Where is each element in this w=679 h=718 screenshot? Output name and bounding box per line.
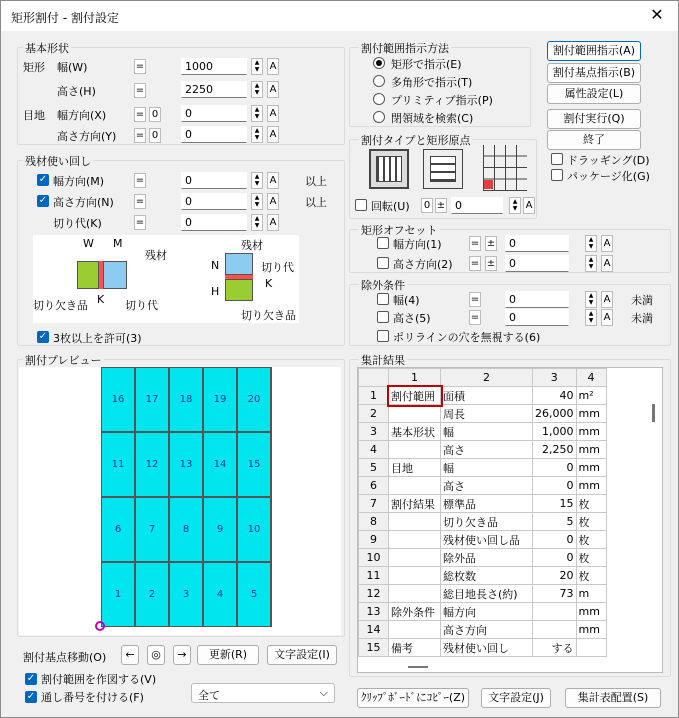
diagram-kirikaki-1: 切り欠き品 [33, 299, 88, 312]
tile-grid [101, 367, 271, 627]
table-cell[interactable] [389, 585, 441, 603]
cut-input[interactable]: 0 [181, 214, 247, 231]
exclude-h-a-button[interactable]: A [601, 309, 613, 326]
row-header[interactable]: 10 [359, 549, 389, 567]
row-header[interactable]: 2 [359, 405, 389, 423]
diagram-kiridai-2: 切り代 [261, 261, 294, 274]
table-cell[interactable]: 40 [533, 387, 577, 405]
col-header-4: 4 [576, 369, 606, 387]
table-cell[interactable]: 26,000 [533, 405, 577, 423]
width-label: 幅(W) [57, 61, 88, 74]
tile-cell: 8 [169, 497, 203, 562]
diagram-w: W [83, 237, 94, 250]
row-header[interactable]: 8 [359, 513, 389, 531]
table-cell[interactable]: 0 [533, 531, 577, 549]
joint-w-eq[interactable]: = [135, 109, 145, 120]
exclude-w-input[interactable]: 0 [505, 291, 569, 308]
table-cell[interactable] [389, 405, 441, 423]
tile-cell: 7 [135, 497, 169, 562]
exclude-h-input[interactable]: 0 [505, 309, 569, 326]
remnant-h-input[interactable]: 0 [181, 193, 247, 210]
offset-h-eq[interactable]: = [470, 258, 480, 269]
exclude-h-eq[interactable]: = [470, 312, 480, 323]
offset-h-a-button[interactable]: A [601, 255, 613, 272]
horizontal-scrollbar[interactable] [408, 666, 428, 668]
tile-cell: 10 [237, 497, 271, 562]
row-header[interactable]: 4 [359, 441, 389, 459]
joint-h-label: 高さ方向(Y) [57, 130, 117, 143]
range-opt-primitive: プリミティブ指示(P) [391, 94, 493, 107]
joint-w-spinner[interactable]: ▲ ▼ [251, 105, 263, 122]
width-a-button[interactable]: A [267, 58, 279, 75]
offset-h-checkbox[interactable] [377, 257, 389, 269]
exclude-label: 除外条件 [361, 279, 405, 292]
tile-cell: 2 [135, 562, 169, 627]
tile-cell: 16 [101, 367, 135, 432]
row-header[interactable]: 7 [359, 495, 389, 513]
table-cell[interactable] [389, 621, 441, 639]
table-cell[interactable]: mm [576, 423, 606, 441]
tile-cell: 9 [203, 497, 237, 562]
table-cell[interactable]: 面積 [441, 387, 533, 405]
numbering-select-value: 全て [198, 689, 220, 702]
height-a-button[interactable]: A [267, 81, 279, 98]
offset-w-a-button[interactable]: A [601, 235, 613, 252]
table-cell[interactable] [389, 513, 441, 531]
table-cell[interactable]: 幅 [441, 423, 533, 441]
table-cell[interactable]: 高さ [441, 477, 533, 495]
table-cell[interactable]: mm [576, 441, 606, 459]
attribute-button[interactable]: 属性設定(L) [547, 84, 641, 104]
row-header[interactable]: 9 [359, 531, 389, 549]
range-label: 割付範囲指示方法 [361, 42, 449, 55]
place-summary-button[interactable]: 集計表配置(S) [565, 688, 661, 708]
table-cell[interactable] [389, 477, 441, 495]
table-cell[interactable]: m [576, 585, 606, 603]
diagram-k-2: K [265, 277, 273, 290]
tile-cell: 5 [237, 562, 271, 627]
joint-h-eq[interactable]: = [135, 130, 145, 141]
width-input[interactable]: 1000 [181, 58, 247, 75]
row-header[interactable]: 13 [359, 603, 389, 621]
preview-font-button[interactable]: 文字設定(I) [267, 645, 337, 665]
row-header[interactable]: 14 [359, 621, 389, 639]
tile-cell: 1 [101, 562, 135, 627]
table-cell[interactable]: mm [576, 459, 606, 477]
exclude-h-spinner[interactable]: ▲ ▼ [585, 309, 597, 326]
range-indicate-button[interactable]: 割付範囲指示(A) [547, 41, 641, 61]
summary-table [358, 368, 607, 657]
table-cell[interactable] [533, 603, 577, 621]
execute-button[interactable]: 割付実行(Q) [547, 109, 641, 129]
width-eq[interactable]: = [135, 61, 145, 72]
table-cell[interactable]: 0 [533, 459, 577, 477]
table-row [359, 603, 607, 621]
remnant-h-a-button[interactable]: A [267, 193, 279, 210]
offset-w-checkbox[interactable] [377, 237, 389, 249]
tile-cell: 18 [169, 367, 203, 432]
table-cell[interactable]: mm [576, 477, 606, 495]
table-cell[interactable]: 目地 [389, 459, 441, 477]
diagram-h: H [211, 285, 220, 298]
exclude-w-under: 未満 [631, 294, 653, 307]
numbering-select[interactable] [191, 683, 335, 703]
package-label: パッケージ化(G) [567, 170, 650, 183]
table-cell[interactable]: 除外条件 [389, 603, 441, 621]
offset-h-label: 高さ方向(2) [393, 258, 453, 271]
tile-cell: 13 [169, 432, 203, 497]
table-cell[interactable]: 高さ方向 [441, 621, 533, 639]
cut-label: 切り代(K) [53, 217, 102, 230]
table-row [359, 549, 607, 567]
rotate-spinner[interactable]: ▲ ▼ [509, 197, 521, 214]
table-row [359, 513, 607, 531]
table-row [359, 423, 607, 441]
remnant-h-eq[interactable]: = [135, 196, 145, 207]
table-row [359, 567, 607, 585]
diagram-kirikaki-2: 切り欠き品 [241, 309, 296, 322]
joint-h-input[interactable]: 0 [181, 126, 247, 143]
height-label: 高さ(H) [57, 85, 96, 98]
close-icon[interactable]: ✕ [650, 5, 664, 24]
table-row [359, 531, 607, 549]
package-checkbox[interactable] [551, 169, 563, 181]
tile-cell: 6 [101, 497, 135, 562]
summary-font-button[interactable]: 文字設定(J) [481, 688, 551, 708]
table-cell[interactable]: 20 [533, 567, 577, 585]
table-cell[interactable]: 幅 [441, 459, 533, 477]
table-cell[interactable]: m² [576, 387, 606, 405]
table-cell[interactable]: 2,250 [533, 441, 577, 459]
table-cell[interactable]: mm [576, 603, 606, 621]
remnant-h-spinner[interactable]: ▲ ▼ [251, 193, 263, 210]
offset-h-input[interactable]: 0 [505, 255, 569, 272]
basic-shape-label: 基本形状 [25, 42, 69, 55]
row-header[interactable]: 3 [359, 423, 389, 441]
vertical-scrollbar[interactable] [652, 404, 655, 422]
range-opt-closed: 閉領域を検索(C) [391, 112, 474, 125]
table-cell[interactable]: mm [576, 405, 606, 423]
joint-label: 目地 [23, 109, 45, 122]
width-spinner[interactable]: ▲ ▼ [251, 58, 263, 75]
table-cell[interactable]: 0 [533, 549, 577, 567]
table-row [359, 621, 607, 639]
table-row [359, 459, 607, 477]
table-cell[interactable]: 基本形状 [389, 423, 441, 441]
remnant-w-above: 以上 [305, 175, 327, 188]
tile-cell: 14 [203, 432, 237, 497]
table-cell[interactable] [533, 621, 577, 639]
diagram-n: N [211, 259, 220, 272]
remnant-h-above: 以上 [305, 196, 327, 209]
remnant-w-input[interactable]: 0 [181, 172, 247, 189]
table-cell[interactable]: 標準品 [441, 495, 533, 513]
move-label: 割付基点移動(O) [23, 651, 107, 664]
table-cell[interactable]: 73 [533, 585, 577, 603]
table-cell[interactable]: 幅方向 [441, 603, 533, 621]
table-cell[interactable]: 除外品 [441, 549, 533, 567]
offset-w-label: 幅方向(1) [393, 238, 442, 251]
draw-range-checkbox[interactable]: ✓ [26, 673, 36, 684]
poly-hole-checkbox[interactable] [377, 330, 389, 342]
offset-label: 矩形オフセット [361, 224, 438, 237]
preview-canvas [19, 367, 341, 635]
exclude-w-eq[interactable]: = [470, 294, 480, 305]
table-row [359, 387, 607, 405]
joint-w-zero[interactable]: 0 [149, 107, 161, 122]
table-cell[interactable]: 割付範囲 [389, 387, 441, 405]
rotate-pm[interactable]: ± [436, 200, 446, 211]
tile-cell: 20 [237, 367, 271, 432]
table-cell[interactable]: 高さ [441, 441, 533, 459]
row-header[interactable]: 1 [359, 387, 389, 405]
window-title: 矩形割付 - 割付設定 [11, 11, 119, 25]
remnant-w-eq[interactable]: = [135, 175, 145, 186]
exclude-w-checkbox[interactable] [377, 293, 389, 305]
chevron-down-icon: ⌵ [319, 686, 328, 699]
cut-spinner[interactable]: ▲ ▼ [251, 214, 263, 231]
origin-selected-icon[interactable] [484, 180, 493, 189]
joint-h-spinner[interactable]: ▲ ▼ [251, 126, 263, 143]
offset-w-input[interactable]: 0 [505, 235, 569, 252]
remnant-h-label: 高さ方向(N) [53, 196, 114, 209]
exclude-w-a-button[interactable]: A [601, 291, 613, 308]
draw-range-label: 割付範囲を作図する(V) [41, 673, 157, 686]
remnant-h-checkbox[interactable]: ✓ [38, 195, 48, 206]
offset-w-eq[interactable]: = [470, 238, 480, 249]
title-bar [1, 1, 678, 31]
table-cell[interactable]: 枚 [576, 495, 606, 513]
height-spinner[interactable]: ▲ ▼ [251, 81, 263, 98]
offset-w-pm[interactable]: ± [486, 238, 496, 249]
row-header[interactable]: 12 [359, 585, 389, 603]
diagram-k-1: K [97, 293, 105, 306]
joint-w-label: 幅方向(X) [57, 109, 107, 122]
exclude-h-label: 高さ(5) [393, 312, 431, 325]
table-cell[interactable]: 備考 [389, 639, 441, 657]
remnant-w-label: 幅方向(M) [53, 175, 105, 188]
table-cell[interactable]: 15 [533, 495, 577, 513]
table-cell[interactable]: 5 [533, 513, 577, 531]
tile-cell: 3 [169, 562, 203, 627]
row-header[interactable]: 11 [359, 567, 389, 585]
row-header[interactable]: 6 [359, 477, 389, 495]
rotate-label: 回転(U) [371, 200, 410, 213]
range-radio-polygon[interactable] [373, 75, 385, 87]
base-point-button[interactable]: 割付基点指示(B) [547, 63, 641, 83]
cut-a-button[interactable]: A [267, 214, 279, 231]
table-row [359, 405, 607, 423]
col-header-1: 1 [389, 369, 441, 387]
diagram-zanzai-1: 残材 [145, 249, 167, 262]
grid-type-icon[interactable] [369, 149, 409, 189]
diagram-m: M [113, 237, 123, 250]
brick-type-icon[interactable] [423, 149, 463, 189]
offset-h-spinner[interactable]: ▲ ▼ [585, 255, 597, 272]
tile-cell: 15 [237, 432, 271, 497]
range-radio-closed[interactable] [373, 111, 385, 123]
joint-w-a-button[interactable]: A [267, 105, 279, 122]
table-cell[interactable]: 残材使い回し [441, 639, 533, 657]
height-input[interactable]: 2250 [181, 81, 247, 98]
table-cell[interactable]: 枚 [576, 513, 606, 531]
tile-cell: 4 [203, 562, 237, 627]
numbering-checkbox[interactable]: ✓ [26, 691, 36, 702]
table-row [359, 585, 607, 603]
poly-hole-label: ポリラインの穴を無視する(6) [393, 331, 541, 344]
rotate-checkbox[interactable] [355, 199, 367, 211]
numbering-label: 通し番号を付ける(F) [41, 691, 144, 704]
rect-label: 矩形 [23, 61, 45, 74]
table-cell[interactable]: 枚 [576, 567, 606, 585]
table-cell[interactable]: 総枚数 [441, 567, 533, 585]
range-opt-rect: 矩形で指示(E) [391, 58, 462, 71]
range-opt-polygon: 多角形で指示(T) [391, 76, 473, 89]
remnant-w-checkbox[interactable]: ✓ [38, 174, 48, 185]
table-cell[interactable]: 総目地長さ(約) [441, 585, 533, 603]
table-cell[interactable]: 1,000 [533, 423, 577, 441]
summary-label: 集計結果 [361, 354, 405, 367]
diagram-zanzai-2: 残材 [241, 239, 263, 252]
rotate-input[interactable]: 0 [451, 197, 503, 214]
move-left-button[interactable]: ← [121, 645, 139, 665]
table-cell[interactable] [389, 531, 441, 549]
table-cell[interactable]: 切り欠き品 [441, 513, 533, 531]
rotate-a-button[interactable]: A [523, 197, 535, 214]
table-cell[interactable]: mm [576, 621, 606, 639]
tile-cell: 12 [135, 432, 169, 497]
allow3-checkbox[interactable]: ✓ [38, 331, 48, 342]
tile-cell: 19 [203, 367, 237, 432]
dragging-checkbox[interactable] [551, 153, 563, 165]
preview-label: 割付プレビュー [25, 354, 102, 367]
table-cell[interactable]: 残材使い回し品 [441, 531, 533, 549]
remnant-label: 残材使い回し [25, 155, 91, 168]
move-right-button[interactable]: → [173, 645, 191, 665]
range-radio-rect[interactable] [373, 57, 385, 69]
table-cell[interactable]: 周長 [441, 405, 533, 423]
table-cell[interactable]: 枚 [576, 531, 606, 549]
table-row [359, 441, 607, 459]
exclude-w-spinner[interactable]: ▲ ▼ [585, 291, 597, 308]
range-radio-primitive[interactable] [373, 93, 385, 105]
table-row [359, 495, 607, 513]
table-cell[interactable]: する [533, 639, 577, 657]
tile-cell: 11 [101, 432, 135, 497]
move-center-button[interactable]: ◎ [147, 645, 165, 665]
summary-table-container [357, 367, 663, 673]
remnant-w-spinner[interactable]: ▲ ▼ [251, 172, 263, 189]
allow3-label: 3枚以上を許可(3) [53, 332, 142, 345]
col-header-2: 2 [441, 369, 533, 387]
type-origin-label: 割付タイプと矩形原点 [361, 134, 471, 147]
offset-w-spinner[interactable]: ▲ ▼ [585, 235, 597, 252]
table-cell[interactable] [389, 441, 441, 459]
update-button[interactable]: 更新(R) [197, 645, 259, 665]
exit-button[interactable]: 終了 [547, 130, 641, 150]
clipboard-button[interactable]: ｸﾘｯﾌﾟﾎﾞｰﾄﾞにｺﾋﾟｰ(Z) [357, 688, 469, 708]
offset-h-pm[interactable]: ± [486, 258, 496, 269]
exclude-h-under: 未満 [631, 312, 653, 325]
cut-eq[interactable]: = [135, 217, 145, 228]
height-eq[interactable]: = [135, 85, 145, 96]
origin-selector[interactable] [483, 145, 527, 191]
dragging-label: ドラッギング(D) [567, 154, 650, 167]
remnant-w-a-button[interactable]: A [267, 172, 279, 189]
table-cell[interactable] [389, 549, 441, 567]
table-cell[interactable] [389, 567, 441, 585]
table-cell[interactable]: 割付結果 [389, 495, 441, 513]
table-cell[interactable]: 0 [533, 477, 577, 495]
exclude-h-checkbox[interactable] [377, 311, 389, 323]
diagram-kiridai-1: 切り代 [125, 299, 158, 312]
col-header-3: 3 [533, 369, 577, 387]
table-cell[interactable]: 枚 [576, 549, 606, 567]
row-header[interactable]: 15 [359, 639, 389, 657]
table-cell[interactable] [576, 639, 606, 657]
remnant-diagram [33, 235, 299, 323]
exclude-w-label: 幅(4) [393, 294, 420, 307]
table-row [359, 477, 607, 495]
joint-h-a-button[interactable]: A [267, 126, 279, 143]
origin-marker-icon [95, 621, 105, 631]
rotate-zero[interactable]: 0 [421, 198, 433, 213]
table-row [359, 639, 607, 657]
joint-h-zero[interactable]: 0 [149, 128, 161, 143]
tile-cell: 17 [135, 367, 169, 432]
row-header[interactable]: 5 [359, 459, 389, 477]
joint-w-input[interactable]: 0 [181, 105, 247, 122]
